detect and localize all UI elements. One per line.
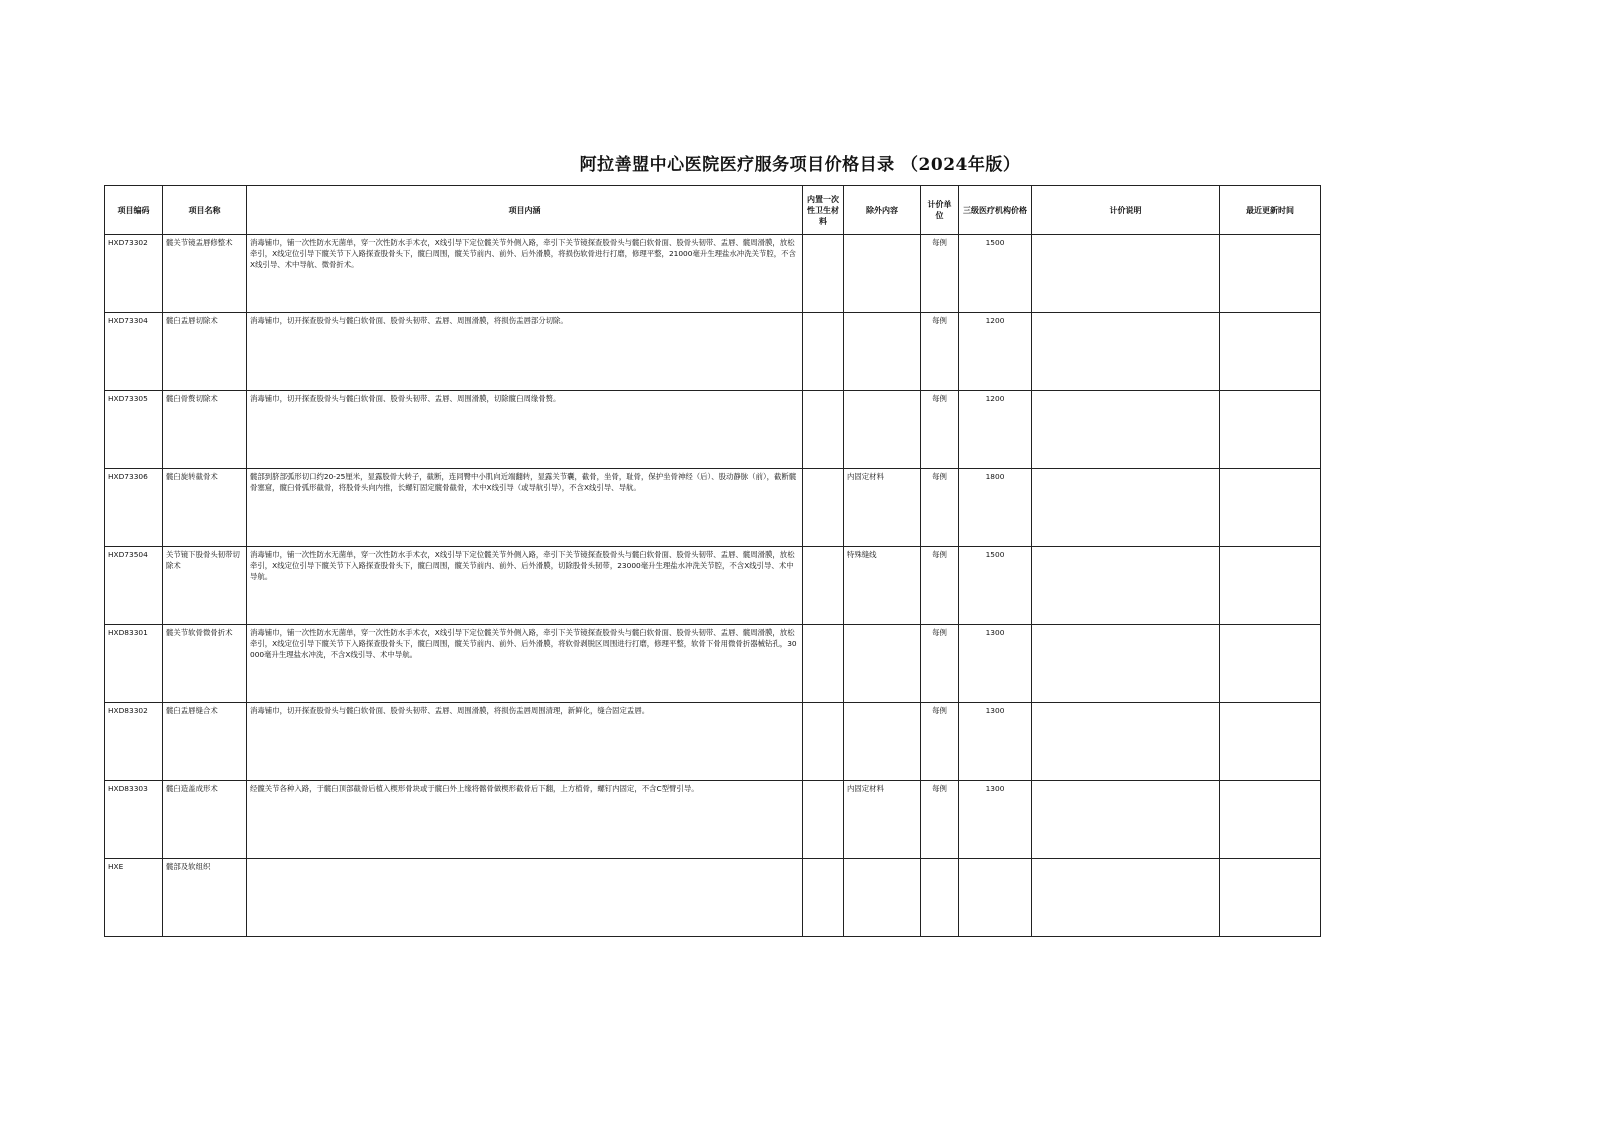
- cell-name: 髋臼旋转截骨术: [163, 469, 247, 547]
- cell-unit: 每例: [921, 781, 959, 859]
- cell-price: 1500: [959, 547, 1032, 625]
- cell-price: 1500: [959, 235, 1032, 313]
- cell-excluded: [844, 235, 921, 313]
- table-row: [105, 547, 1321, 625]
- table-row: [105, 235, 1321, 313]
- cell-material: [803, 859, 844, 937]
- cell-updated: [1220, 235, 1321, 313]
- cell-excluded: [844, 703, 921, 781]
- table-row: [105, 781, 1321, 859]
- cell-content: 消毒铺巾，切开探查股骨头与髋臼软骨面、股骨头韧带、盂唇、周围滑膜，切除髋臼周缘骨赘。: [247, 391, 803, 469]
- cell-code: HXD83302: [105, 703, 163, 781]
- cell-note: [1032, 469, 1220, 547]
- header-name: 项目名称: [163, 186, 247, 235]
- cell-material: [803, 625, 844, 703]
- cell-excluded: 内固定材料: [844, 469, 921, 547]
- cell-name: 关节镜下股骨头韧带切除术: [163, 547, 247, 625]
- cell-excluded: [844, 625, 921, 703]
- cell-price: 1200: [959, 313, 1032, 391]
- cell-note: [1032, 859, 1220, 937]
- cell-unit: 每例: [921, 703, 959, 781]
- cell-note: [1032, 625, 1220, 703]
- cell-material: [803, 469, 844, 547]
- cell-material: [803, 781, 844, 859]
- cell-excluded: 特殊缝线: [844, 547, 921, 625]
- cell-code: HXD73304: [105, 313, 163, 391]
- table-body: [105, 235, 1321, 937]
- cell-code: HXD73302: [105, 235, 163, 313]
- cell-updated: [1220, 625, 1321, 703]
- cell-content: 消毒铺巾，切开探查股骨头与髋臼软骨面、股骨头韧带、盂唇、周围滑膜，将损伤盂唇部分切除。: [247, 313, 803, 391]
- cell-note: [1032, 313, 1220, 391]
- cell-excluded: 内固定材料: [844, 781, 921, 859]
- cell-code: HXD73306: [105, 469, 163, 547]
- header-unit: 计价单位: [921, 186, 959, 235]
- table-row: [105, 703, 1321, 781]
- cell-note: [1032, 547, 1220, 625]
- cell-code: HXD73504: [105, 547, 163, 625]
- cell-name: 髋部及软组织: [163, 859, 247, 937]
- cell-content: 经髋关节各种入路，于髋臼顶部截骨后植入楔形骨块或于髋臼外上缘将髂骨做楔形截骨后下翻，上方植骨，螺钉内固定，不含C型臂引导。: [247, 781, 803, 859]
- cell-name: 髋臼盂唇缝合术: [163, 703, 247, 781]
- table-row: [105, 469, 1321, 547]
- cell-name: 髋关节镜盂唇修整术: [163, 235, 247, 313]
- cell-price: 1800: [959, 469, 1032, 547]
- cell-material: [803, 547, 844, 625]
- cell-name: 髋臼造盖成形术: [163, 781, 247, 859]
- cell-unit: [921, 859, 959, 937]
- table-row: [105, 625, 1321, 703]
- cell-unit: 每例: [921, 235, 959, 313]
- cell-content: 消毒铺巾，铺一次性防水无菌单，穿一次性防水手术衣，X线引导下定位髋关节外侧入路，牵引下关节镜探查股骨头与髋臼软骨面、股骨头韧带、盂唇、髋周滑膜，放松牵引，X线定位引导下髋关节下入路探查股骨头下，髋臼周围，髋关节前内、前外、后外滑膜，将损伤软骨进行打磨，修理平整，21000毫升生理盐水冲洗关节腔，不含X线引导、术中导航、微骨折术。: [247, 235, 803, 313]
- cell-note: [1032, 703, 1220, 781]
- cell-content: 髋部到脐部弧形切口约20-25厘米，显露股骨大转子，截断，连同臀中小肌向近端翻转，显露关节囊，截骨，坐骨，耻骨，保护坐骨神经（后）、股动静脉（前），截断髋骨塞窟，髋臼骨弧形截骨，将股骨头向内推，长螺钉固定髋骨截骨，术中X线引导（或导航引导），不含X线引导、导航。: [247, 469, 803, 547]
- cell-note: [1032, 235, 1220, 313]
- cell-price: 1200: [959, 391, 1032, 469]
- cell-content: 消毒铺巾，铺一次性防水无菌单，穿一次性防水手术衣，X线引导下定位髋关节外侧入路，牵引下关节镜探查股骨头与髋臼软骨面、股骨头韧带、盂唇、髋周滑膜，放松牵引，X线定位引导下髋关节下入路探查股骨头下，髋臼周围，髋关节前内、前外、后外滑膜，将软骨剥脱区周围进行打磨，修理平整，软骨下骨用微骨折器械钻孔，30000毫升生理盐水冲洗，不含X线引导、术中导航。: [247, 625, 803, 703]
- cell-excluded: [844, 313, 921, 391]
- cell-code: HXD73305: [105, 391, 163, 469]
- cell-price: 1300: [959, 703, 1032, 781]
- header-content: 项目内涵: [247, 186, 803, 235]
- cell-code: HXD83301: [105, 625, 163, 703]
- cell-updated: [1220, 313, 1321, 391]
- cell-unit: 每例: [921, 469, 959, 547]
- cell-excluded: [844, 859, 921, 937]
- cell-material: [803, 391, 844, 469]
- cell-price: [959, 859, 1032, 937]
- cell-name: 髋臼骨赘切除术: [163, 391, 247, 469]
- table-row: [105, 859, 1321, 937]
- cell-updated: [1220, 469, 1321, 547]
- cell-material: [803, 235, 844, 313]
- header-note: 计价说明: [1032, 186, 1220, 235]
- header-row: [105, 186, 1321, 235]
- cell-note: [1032, 781, 1220, 859]
- header-excluded: 除外内容: [844, 186, 921, 235]
- header-material: 内置一次性卫生材料: [803, 186, 844, 235]
- cell-unit: 每例: [921, 547, 959, 625]
- cell-unit: 每例: [921, 625, 959, 703]
- cell-content: 消毒铺巾，切开探查股骨头与髋臼软骨面、股骨头韧带、盂唇、周围滑膜，将损伤盂唇周围清理，新鲜化，缝合固定盂唇。: [247, 703, 803, 781]
- cell-content: [247, 859, 803, 937]
- table-header: [105, 186, 1321, 235]
- cell-updated: [1220, 391, 1321, 469]
- cell-name: 髋臼盂唇切除术: [163, 313, 247, 391]
- cell-price: 1300: [959, 625, 1032, 703]
- cell-material: [803, 313, 844, 391]
- cell-updated: [1220, 703, 1321, 781]
- cell-content: 消毒铺巾，铺一次性防水无菌单，穿一次性防水手术衣，X线引导下定位髋关节外侧入路，牵引下关节镜探查股骨头与髋臼软骨面、股骨头韧带、盂唇、髋周滑膜，放松牵引，X线定位引导下髋关节下入路探查股骨头下，髋臼周围，髋关节前内、前外、后外滑膜，切除股骨头韧带，23000毫升生理盐水冲洗关节腔，不含X线引导、术中导航。: [247, 547, 803, 625]
- cell-price: 1300: [959, 781, 1032, 859]
- cell-unit: 每例: [921, 313, 959, 391]
- cell-excluded: [844, 391, 921, 469]
- cell-updated: [1220, 859, 1321, 937]
- cell-note: [1032, 391, 1220, 469]
- cell-material: [803, 703, 844, 781]
- price-table: [104, 185, 1321, 937]
- cell-updated: [1220, 547, 1321, 625]
- document-title: 阿拉善盟中心医院医疗服务项目价格目录 （2024年版）: [579, 155, 1021, 175]
- table-row: [105, 313, 1321, 391]
- cell-updated: [1220, 781, 1321, 859]
- cell-code: HXE: [105, 859, 163, 937]
- cell-unit: 每例: [921, 391, 959, 469]
- cell-name: 髋关节软骨微骨折术: [163, 625, 247, 703]
- header-updated: 最近更新时间: [1220, 186, 1321, 235]
- header-price: 三级医疗机构价格: [959, 186, 1032, 235]
- cell-code: HXD83303: [105, 781, 163, 859]
- table-row: [105, 391, 1321, 469]
- header-code: 项目编码: [105, 186, 163, 235]
